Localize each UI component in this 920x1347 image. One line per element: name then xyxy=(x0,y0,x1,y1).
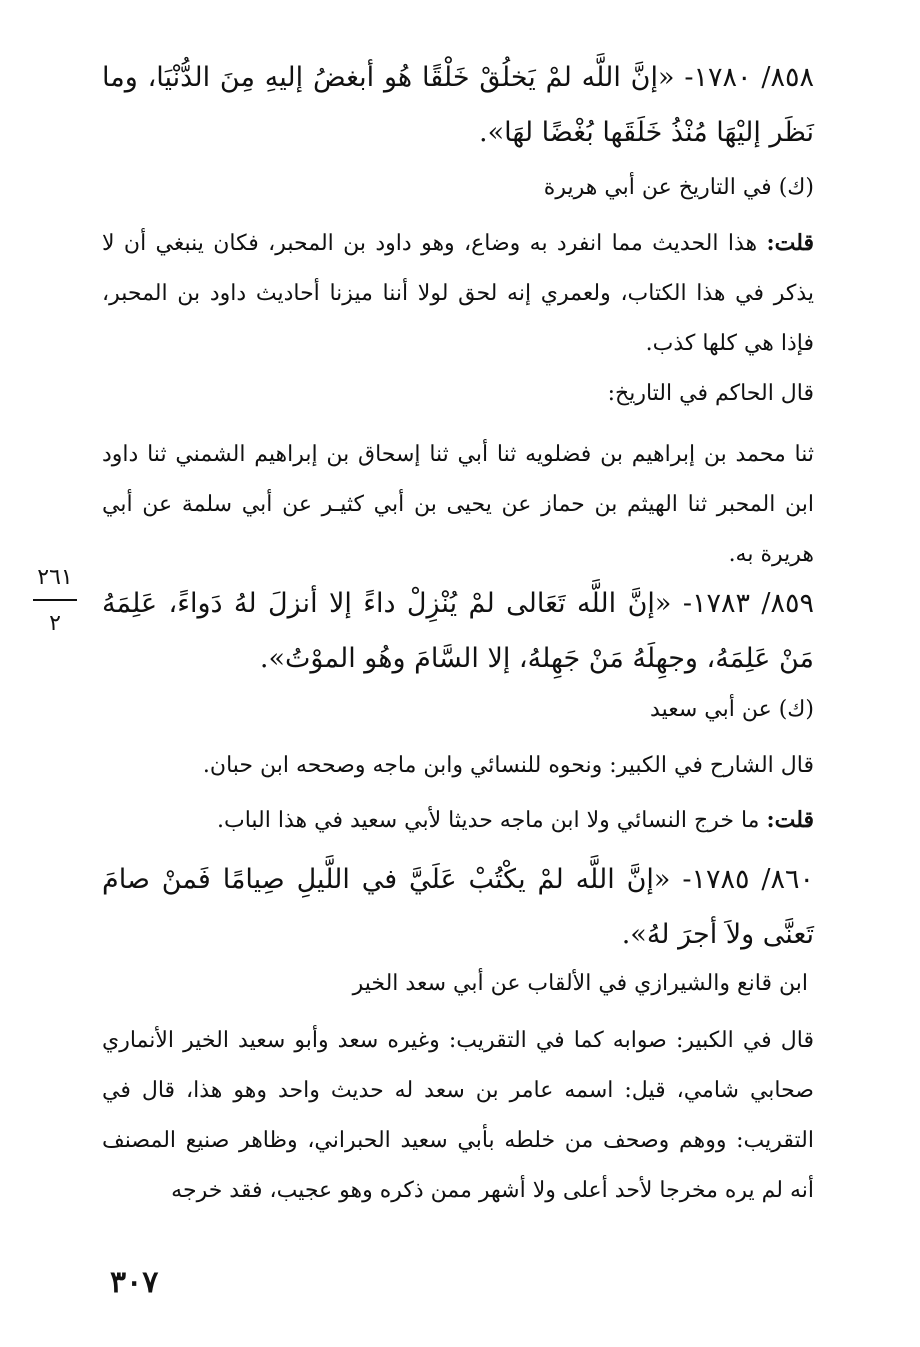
margin-reference-bottom: ٢ xyxy=(49,611,61,636)
hadith-858 xyxy=(102,50,814,160)
margin-reference xyxy=(30,565,80,637)
hadith-860-source-text: ابن قانع والشيرازي في الألقاب عن أبي سعد الخير xyxy=(352,971,808,996)
isnad-text: ثنا محمد بن إبراهيم بن فضلويه ثنا أبي ثنا إسحاق بن إبراهيم الشمني ثنا داود ابن المحبر ثنا الهيثم بن حماز عن يحيى بن أبي كثيـر عن أبي سلمة عن أبي هريرة به. xyxy=(102,442,814,567)
hadith-859-sharih-text: قال الشارح في الكبير: ونحوه للنسائي وابن ماجه وصححه ابن حبان. xyxy=(202,753,814,778)
hadith-860 xyxy=(102,852,814,962)
hadith-859 xyxy=(102,576,814,686)
isnad-chain xyxy=(102,430,814,580)
hakim-intro xyxy=(102,374,814,414)
hadith-860-text: ٨٦٠/ ١٧٨٥- «إنَّ اللَّه لمْ يكْتُبْ عَلَيَّ في اللَّيلِ صِيامًا فَمنْ صامَ تَعنَّى ولاَ أجرَ لهُ». xyxy=(102,864,815,950)
hadith-858-text: ٨٥٨/ ١٧٨٠- «إنَّ اللَّه لمْ يَخلُقْ خَلْقًا هُو أبغضُ إليهِ مِنَ الدُّنْيَا، وما نَظَر إليْهَا مُنْذُ خَلَقَها بُغْضًا لهَا». xyxy=(102,62,814,148)
hadith-859-text: ٨٥٩/ ١٧٨٣- «إنَّ اللَّه تَعَالى لمْ يُنْزِلْ داءً إلا أنزلَ لهُ دَواءً، عَلِمَهُ مَنْ عَلِمَهُ، وجهِلَهُ مَنْ جَهِلهُ، إلا السَّامَ وهُو الموْتُ». xyxy=(102,588,814,674)
commentary-label: قلت: xyxy=(766,230,814,256)
margin-reference-top: ٢٦١ xyxy=(37,565,73,590)
page-number: ٣٠٧ xyxy=(110,1265,159,1300)
commentary-text: هذا الحديث مما انفرد به وضاع، وهو داود بن المحبر، فكان ينبغي أن لا يذكر في هذا الكتاب، ولعمري إنه لحق لولا أننا ميزنا أحاديث داود بن المحبر، فإذا هي كلها كذب. xyxy=(102,231,814,356)
hadith-860-sharih-text: قال في الكبير: صوابه كما في التقريب: وغيره سعد وأبو سعيد الخير الأنماري صحابي شامي، قيل: اسمه عامر بن سعد له حديث واحد وهو هذا، قال في التقريب: ووهم وصحف من خلطه بأبي سعيد الحبراني، وظاهر صنيع المصنف أنه لم يره مخرجا لأحد أعلى ولا أشهر ممن ذكره وهو عجيب، فقد خرجه xyxy=(102,1028,814,1203)
hadith-859-source xyxy=(102,690,814,730)
hadith-860-source xyxy=(96,964,808,1004)
commentary-text: ما خرج النسائي ولا ابن ماجه حديثا لأبي سعيد في هذا الباب. xyxy=(217,808,760,833)
hadith-858-commentary xyxy=(102,218,814,369)
hadith-858-source xyxy=(102,168,814,208)
commentary-label: قلت: xyxy=(766,807,814,833)
hadith-859-commentary xyxy=(102,800,814,841)
hadith-859-source-text: (ك) عن أبي سعيد xyxy=(650,697,814,722)
hakim-intro-text: قال الحاكم في التاريخ: xyxy=(607,381,814,406)
margin-reference-divider xyxy=(33,599,77,601)
hadith-860-sharih xyxy=(102,1016,814,1216)
hadith-859-sharih xyxy=(102,746,814,786)
hadith-858-source-text: (ك) في التاريخ عن أبي هريرة xyxy=(543,175,814,200)
